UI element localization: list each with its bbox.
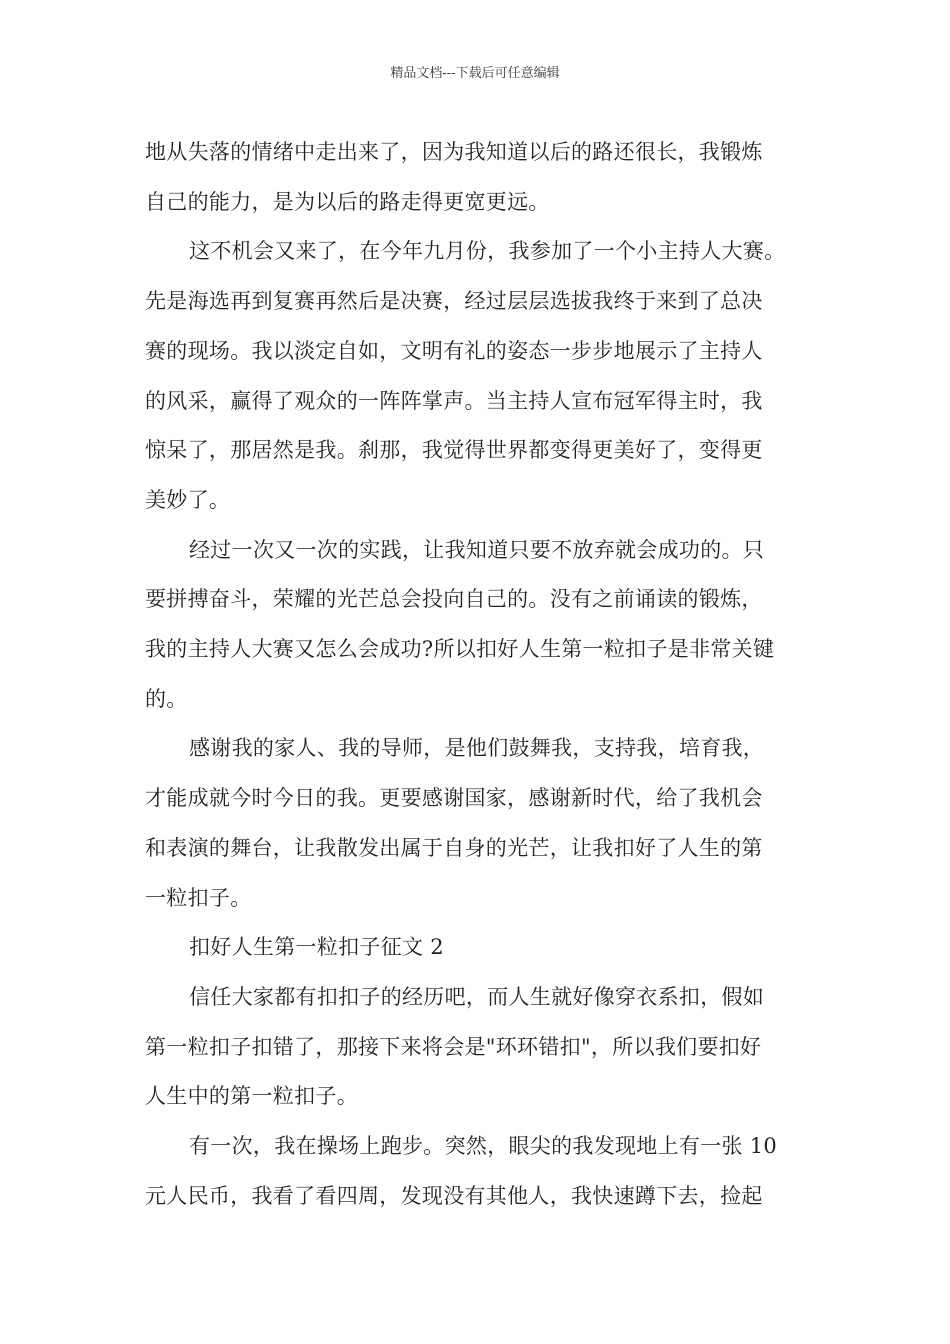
text-line: 人生中的第一粒扣子。 bbox=[145, 1084, 358, 1109]
text-line: 美妙了。 bbox=[145, 487, 231, 512]
paragraph bbox=[145, 724, 845, 923]
document-body bbox=[145, 128, 845, 1221]
text-line: 感谢我的家人、我的导师，是他们鼓舞我，支持我，培育我， bbox=[189, 736, 765, 761]
paragraph bbox=[145, 973, 845, 1122]
text-line: 有一次，我在操场上跑步。突然，眼尖的我发现地上有一张 10 bbox=[189, 1134, 778, 1159]
text-line: 信任大家都有扣扣子的经历吧，而人生就好像穿衣系扣，假如 bbox=[189, 984, 765, 1009]
paragraph bbox=[145, 526, 845, 725]
text-line: 的。 bbox=[145, 686, 188, 711]
text-line: 和表演的舞台，让我散发出属于自身的光芒，让我扣好了人生的第 bbox=[145, 835, 763, 860]
text-line: 地从失落的情绪中走出来了，因为我知道以后的路还很长，我锻炼 bbox=[145, 140, 763, 164]
text-line: 元人民币，我看了看四周，发现没有其他人，我快速蹲下去，捡起 bbox=[145, 1183, 763, 1208]
text-line: 我的主持人大赛又怎么会成功?所以扣好人生第一粒扣子是非常关键 bbox=[145, 637, 775, 662]
text-line: 的风采，赢得了观众的一阵阵掌声。当主持人宣布冠军得主时，我 bbox=[145, 388, 763, 413]
text-line: 惊呆了，那居然是我。刹那，我觉得世界都变得更美好了，变得更 bbox=[145, 438, 763, 463]
text-line: 要拼搏奋斗，荣耀的光芒总会投向自己的。没有之前诵读的锻炼， bbox=[145, 587, 763, 612]
paragraph bbox=[145, 128, 845, 227]
text-line: 赛的现场。我以淡定自如，文明有礼的姿态一步步地展示了主持人 bbox=[145, 338, 763, 363]
text-line: 扣好人生第一粒扣子征文 2 bbox=[189, 935, 444, 960]
text-line: 才能成就今时今日的我。更要感谢国家，感谢新时代，给了我机会 bbox=[145, 786, 763, 811]
paragraph bbox=[145, 227, 845, 525]
page-header: 精品文档---下载后可任意编辑 bbox=[390, 66, 560, 81]
text-line: 经过一次又一次的实践，让我知道只要不放弃就会成功的。只 bbox=[189, 537, 765, 562]
text-line: 自己的能力，是为以后的路走得更宽更远。 bbox=[145, 189, 550, 214]
text-line: 第一粒扣子扣错了，那接下来将会是"环环错扣"，所以我们要扣好 bbox=[145, 1034, 762, 1059]
paragraph bbox=[145, 1122, 845, 1221]
section-title bbox=[145, 923, 845, 973]
text-line: 先是海选再到复赛再然后是决赛，经过层层选拔我终于来到了总决 bbox=[145, 289, 763, 314]
text-line: 这不机会又来了，在今年九月份，我参加了一个小主持人大赛。 bbox=[189, 239, 786, 264]
text-line: 一粒扣子。 bbox=[145, 885, 252, 910]
